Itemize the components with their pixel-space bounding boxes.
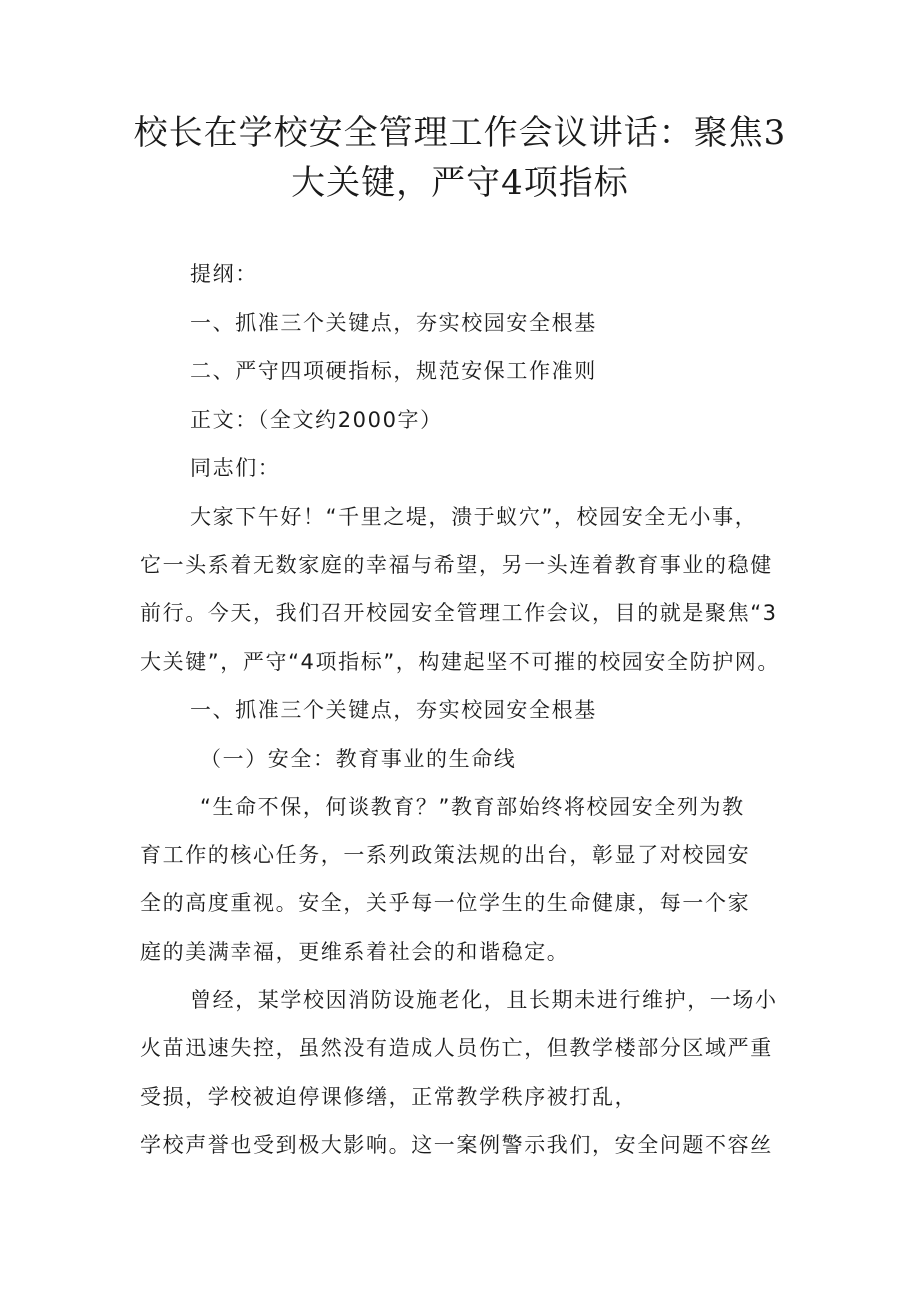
paragraph-1-line-4: 大关键”，严守“4项指标”，构建起坚不可摧的校园安全防护网。	[140, 650, 780, 674]
paragraph-2-line-2: 育工作的核心任务，一系列政策法规的出台，彰显了对校园安	[140, 843, 751, 867]
paragraph-2-line-4: 庭的美满幸福，更维系着社会的和谐稳定。	[140, 940, 570, 964]
paragraph-1-line-2: 它一头系着无数家庭的幸福与希望，另一头连着教育事业的稳健	[140, 553, 773, 577]
section-1-heading: 一、抓准三个关键点，夯实校园安全根基	[190, 698, 597, 722]
outline-label: 提纲：	[190, 262, 258, 286]
document-title-line-2: 大关键，严守4项指标	[291, 163, 629, 203]
paragraph-3-line-3: 受损，学校被迫停课修缮，正常教学秩序被打乱，	[140, 1085, 638, 1109]
paragraph-1-line-3: 前行。今天，我们召开校园安全管理工作会议，目的就是聚焦“3	[140, 601, 778, 625]
paragraph-1-line-1: 大家下午好！“千里之堤，溃于蚁穴”，校园安全无小事，	[190, 505, 758, 529]
paragraph-2-line-3: 全的高度重视。安全，关乎每一位学生的生命健康，每一个家	[140, 891, 751, 915]
paragraph-3-line-1: 曾经，某学校因消防设施老化，且长期未进行维护，一场小	[190, 988, 778, 1012]
body-label: 正文：（全文约2000字）	[190, 408, 443, 432]
subsection-1-heading: （一）安全：教育事业的生命线	[200, 747, 517, 771]
greeting: 同志们：	[190, 456, 281, 480]
outline-item-1: 一、抓准三个关键点，夯实校园安全根基	[190, 311, 597, 335]
document-title-line-1: 校长在学校安全管理工作会议讲话：聚焦3	[133, 113, 787, 153]
paragraph-3-line-2: 火苗迅速失控，虽然没有造成人员伤亡，但教学楼部分区域严重	[140, 1036, 773, 1060]
paragraph-3-line-4: 学校声誉也受到极大影响。这一案例警示我们，安全问题不容丝	[140, 1133, 773, 1157]
outline-item-2: 二、严守四项硬指标，规范安保工作准则	[190, 359, 597, 383]
paragraph-2-line-1: “生命不保，何谈教育？”教育部始终将校园安全列为教	[200, 795, 745, 819]
